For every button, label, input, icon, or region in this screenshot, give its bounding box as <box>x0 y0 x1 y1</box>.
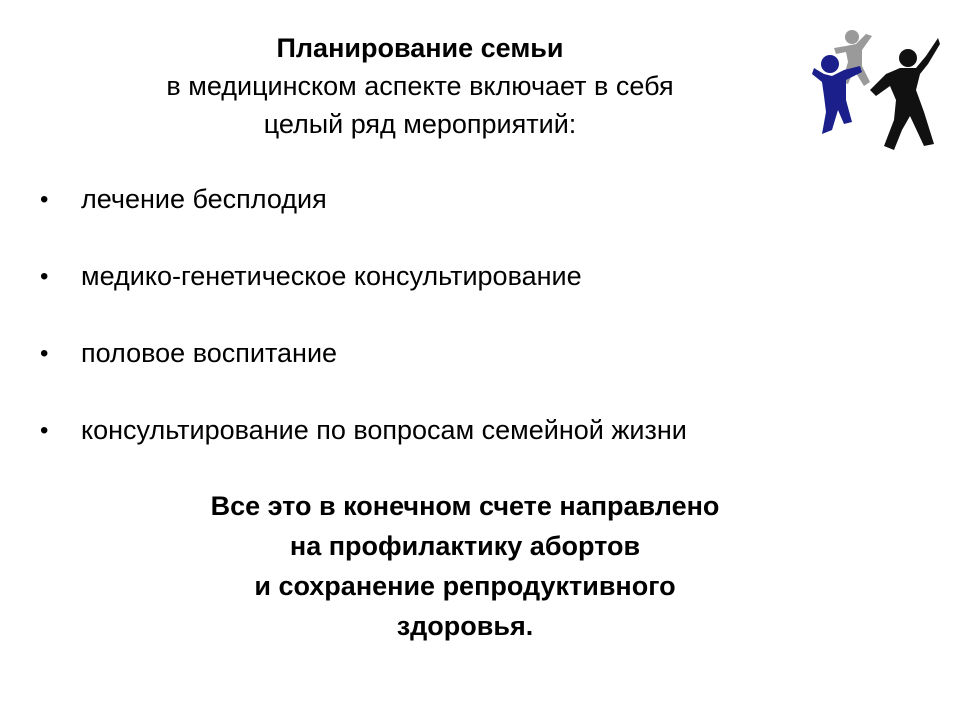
bullet-marker: • <box>40 263 49 290</box>
family-figures-icon <box>812 26 942 152</box>
list-item <box>40 183 900 260</box>
title-line-2: в медицинском аспекте включает в себя <box>166 71 674 101</box>
bullet-text: половое воспитание <box>81 338 338 368</box>
conclusion-text <box>120 486 810 646</box>
title-line-3: целый ряд мероприятий: <box>263 109 577 139</box>
bullet-text: лечение бесплодия <box>81 184 327 214</box>
title-line-1: Планирование семьи <box>276 33 564 63</box>
conclusion-line-2: на профилактику абортов <box>289 531 641 561</box>
bullet-marker: • <box>40 186 49 213</box>
list-item <box>40 337 900 414</box>
black-figure <box>870 38 940 150</box>
bullet-text: медико-генетическое консультирование <box>81 261 582 291</box>
bullet-marker: • <box>40 417 49 444</box>
slide-title <box>120 29 720 143</box>
bullet-text: консультирование по вопросам семейной жизни <box>81 415 687 445</box>
bullet-marker: • <box>40 340 49 367</box>
bullet-list <box>40 183 900 491</box>
list-item <box>40 414 900 491</box>
conclusion-line-1: Все это в конечном счете направлено <box>210 491 720 521</box>
list-item <box>40 260 900 337</box>
conclusion-line-4: здоровья. <box>396 611 534 641</box>
conclusion-line-3: и сохранение репродуктивного <box>254 571 676 601</box>
